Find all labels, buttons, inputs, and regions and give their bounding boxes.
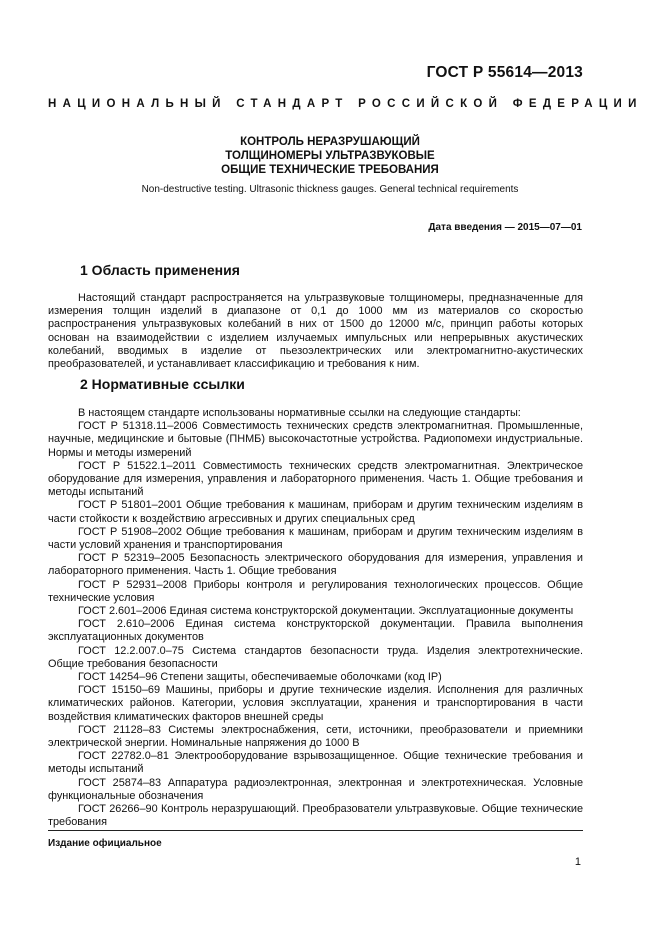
english-title: Non-destructive testing. Ultrasonic thickness gauges. General technical requirements (141, 184, 519, 195)
reference-item: ГОСТ 25874–83 Аппаратура радиоэлектронная, электронная и электротехническая. Условные функциональные обозначения (48, 776, 583, 802)
title-line-1: КОНТРОЛЬ НЕРАЗРУШАЮЩИЙ (240, 136, 420, 148)
reference-item: ГОСТ 22782.0–81 Электрооборудование взрывозащищенное. Общие технические требования и методы испытаний (48, 750, 583, 776)
introduction-date: Дата введения — 2015—07—01 (428, 222, 582, 233)
title-line-2: ТОЛЩИНОМЕРЫ УЛЬТРАЗВУКОВЫЕ (225, 150, 435, 162)
reference-item: ГОСТ 15150–69 Машины, приборы и другие технические изделия. Исполнения для различных климатических районов. Категории, условия эксплуатации, хранения и транспортирования в части воздействия климатических факторов внешней среды (48, 684, 583, 723)
official-edition-label: Издание официальное (48, 838, 162, 849)
section-2-body (48, 407, 583, 830)
reference-item: ГОСТ Р 52931–2008 Приборы контроля и регулирования технологических процессов. Общие технические условия (48, 578, 583, 604)
reference-item: ГОСТ Р 51801–2001 Общие требования к машинам, приборам и другим техническим изделиям в части стойкости к воздействию агрессивных и других специальных сред (48, 499, 583, 525)
section-1-paragraph: Настоящий стандарт распространяется на ультразвуковые толщиномеры, предназначенные для измерения толщин изделий в диапазоне от 0,1 до 1000 мм из материалов со скоростью распространения ультразвуковых колебаний в них от 1500 до 12000 м/с, принцип работы которых основан на взаимодействии с изделием излучаемых импульсных или непрерывных акустических колебаний, вводимых в изделие от пьезоэлектрических или электромагнитно-акустических преобразователей, и устанавливает классификацию и требования к ним. (48, 292, 583, 371)
reference-item: ГОСТ 12.2.007.0–75 Система стандартов безопасности труда. Изделия электротехнические. Общие требования безопасности (48, 644, 583, 670)
reference-item: ГОСТ 26266–90 Контроль неразрушающий. Преобразователи ультразвуковые. Общие технические требования (48, 803, 583, 829)
section-2-heading: 2 Нормативные ссылки (80, 376, 245, 392)
reference-item: ГОСТ 21128–83 Системы электроснабжения, сети, источники, преобразователи и приемники электрической энергии. Номинальные напряжения до 1000 В (48, 723, 583, 750)
document-number: ГОСТ Р 55614—2013 (426, 64, 583, 81)
reference-item: ГОСТ 2.610–2006 Единая система конструкторской документации. Правила выполнения эксплуатационных документов (48, 618, 583, 644)
reference-item: ГОСТ Р 52319–2005 Безопасность электрического оборудования для измерения, управления и лабораторного применения. Часть 1. Общие требования (48, 552, 583, 578)
reference-item: ГОСТ 2.601–2006 Единая система конструкторской документации. Эксплуатационные документы (78, 605, 574, 618)
document-title (90, 135, 570, 177)
footer-divider (48, 830, 583, 831)
title-line-3: ОБЩИЕ ТЕХНИЧЕСКИЕ ТРЕБОВАНИЯ (221, 164, 439, 176)
page-number: 1 (574, 856, 581, 868)
reference-item: ГОСТ Р 51908–2002 Общие требования к машинам, приборам и другим техническим изделиям в части условий хранения и транспортирования (48, 525, 583, 552)
reference-item: ГОСТ Р 51318.11–2006 Совместимость технических средств электромагнитная. Промышленные, научные, медицинские и бытовые (ПНМБ) высокочастотные устройства. Радиопомехи индустриальные. Нормы и методы измерений (48, 420, 583, 459)
national-standard-banner: НАЦИОНАЛЬНЫЙ СТАНДАРТ РОССИЙСКОЙ ФЕДЕРАЦИИ (48, 98, 643, 110)
reference-item: ГОСТ Р 51522.1–2011 Совместимость технических средств электромагнитная. Электрическое оборудование для измерения, управления и лабораторного применения. Часть 1. Общие требования и методы испытаний (48, 459, 583, 499)
references-intro: В настоящем стандарте использованы нормативные ссылки на следующие стандарты: (78, 407, 521, 419)
section-1-body (48, 292, 583, 371)
reference-item: ГОСТ 14254–96 Степени защиты, обеспечиваемые оболочками (код IP) (78, 671, 442, 684)
section-1-heading: 1 Область применения (80, 262, 240, 278)
